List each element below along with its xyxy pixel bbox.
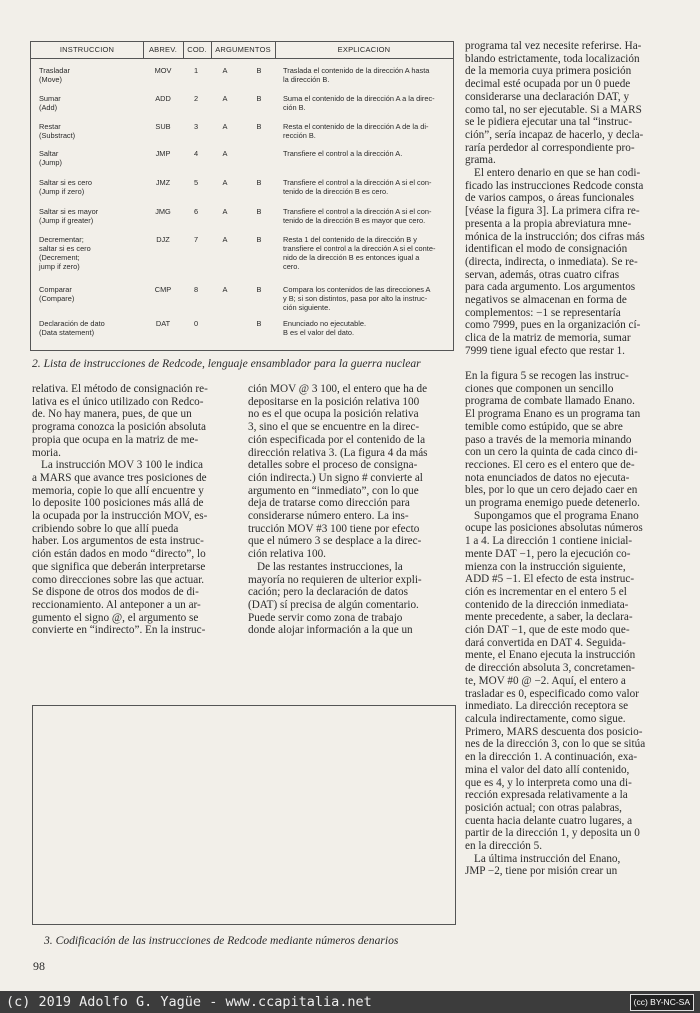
text-line: recciones. El cero es el entero que de- bbox=[465, 458, 635, 471]
arg-b-cell: B bbox=[256, 94, 262, 103]
text-line: mina el valor del dato allí contenido, bbox=[465, 763, 630, 776]
text-line: dirección relativa 3. (La figura 4 da más bbox=[248, 446, 428, 459]
arg-a-cell: A bbox=[222, 207, 228, 216]
explanation-cell: Compara los contenidos de las direcciones A y B; si son distintos, pasa por alto la instruc- ción siguiente. bbox=[283, 285, 431, 312]
header-argumentos: ARGUMENTOS bbox=[215, 45, 271, 54]
text-line: como direcciones sobre las que actuar. bbox=[32, 573, 205, 586]
text-line: no es el que ocupa la posición relativa bbox=[248, 408, 419, 421]
text-line: la ocupada por la instrucción MOV, es- bbox=[32, 510, 208, 523]
text-line: cación; pero la declaración de datos bbox=[248, 586, 408, 599]
text-line: en la dirección 1. A continuación, exa- bbox=[465, 751, 638, 764]
cod-cell: 7 bbox=[193, 235, 199, 244]
text-line: ción están dados en modo “directo”, lo bbox=[32, 548, 206, 561]
abrev-cell: DJZ bbox=[156, 235, 170, 244]
text-line: ción”, sería incapaz de hacerlo, y decla- bbox=[465, 128, 644, 141]
text-line: ción MOV @ 3 100, el entero que ha de bbox=[248, 383, 428, 395]
text-line: como 7999, pues en la organización cí- bbox=[465, 319, 641, 332]
text-line: como tal, no ser ejecutable. Si a MARS bbox=[465, 103, 642, 116]
text-line: relativa. El método de consignación re- bbox=[32, 383, 208, 395]
text-line: detalles sobre el proceso de consigna- bbox=[248, 459, 418, 472]
instruction-name: Declaración de dato (Data statement) bbox=[39, 319, 105, 337]
middle-column bbox=[248, 383, 453, 637]
text-line: cuenta hacia delante cuatro lugares, a bbox=[465, 814, 633, 827]
text-line: te, MOV #0 @ −2. Aquí, el entero a bbox=[465, 674, 626, 687]
text-line: convierte en “indirecto”. En la instruc- bbox=[32, 624, 206, 637]
cod-cell: 1 bbox=[193, 66, 199, 75]
text-line: Se dispone de otros dos modos de di- bbox=[32, 586, 199, 599]
text-line: De las restantes instrucciones, la bbox=[257, 560, 403, 573]
text-line: en la dirección 5. bbox=[465, 840, 543, 853]
text-line: que significa que deberán interpretarse bbox=[32, 560, 206, 573]
text-line: [véase la figura 3]. La primera cifra re- bbox=[465, 205, 640, 218]
text-line: programa de combate llamado Enano. bbox=[465, 395, 635, 408]
explanation-cell: Transfiere el control a la dirección A. bbox=[283, 149, 403, 158]
abrev-cell: DAT bbox=[155, 319, 171, 328]
abrev-cell: ADD bbox=[155, 94, 171, 103]
right-column-bottom bbox=[465, 370, 670, 878]
text-line: nes de la dirección 3, con lo que se sitúa bbox=[465, 738, 646, 751]
paragraph bbox=[465, 40, 670, 167]
text-line: bles, por lo que un cero dejado caer en bbox=[465, 484, 638, 497]
text-line: ción indirecta.) Un signo # convierte al bbox=[248, 471, 423, 484]
cod-cell: 4 bbox=[193, 149, 199, 158]
abrev-cell: MOV bbox=[154, 66, 172, 75]
text-line: programa tal vez necesite referirse. Ha- bbox=[465, 40, 642, 52]
text-line: grama. bbox=[465, 154, 496, 167]
text-line: cribiendo sobre lo que allí pueda bbox=[32, 522, 179, 535]
text-line: propia que ocupa en la matriz de me- bbox=[32, 433, 199, 446]
text-line: rección expresada relativamente a la bbox=[465, 789, 628, 802]
explanation-cell: Enunciado no ejecutable. B es el valor del dato. bbox=[283, 319, 367, 337]
text-line: argumento en “inmediato”, con lo que bbox=[248, 484, 419, 497]
text-line: mayoría no requieren de ulterior expli- bbox=[248, 573, 422, 586]
text-line: de. No hay manera, pues, de que un bbox=[32, 408, 192, 421]
arg-b-cell: B bbox=[256, 319, 262, 328]
instruction-name: Saltar (Jump) bbox=[39, 149, 62, 167]
text-line: identifican el modo de consignación bbox=[465, 243, 628, 256]
header-explicacion: EXPLICACION bbox=[337, 45, 391, 54]
text-line: contenido de la dirección inmediata- bbox=[465, 598, 629, 611]
right-column-top bbox=[465, 40, 670, 358]
text-line: trucción MOV #3 100 tiene por efecto bbox=[248, 522, 420, 535]
text-line: mente, el Enano ejecuta la instrucción bbox=[465, 649, 636, 662]
arg-a-cell: A bbox=[222, 235, 228, 244]
abrev-cell: SUB bbox=[155, 122, 171, 131]
abrev-cell: CMP bbox=[154, 285, 172, 294]
arg-a-cell: A bbox=[222, 66, 228, 75]
text-line: La última instrucción del Enano, bbox=[474, 852, 621, 865]
paragraph bbox=[248, 561, 453, 637]
paragraph bbox=[465, 853, 670, 878]
text-line: memoria, copie lo que allí encuentre y bbox=[32, 484, 204, 497]
arg-b-cell: B bbox=[256, 178, 262, 187]
cod-cell: 2 bbox=[193, 94, 199, 103]
arg-a-cell: A bbox=[222, 122, 228, 131]
text-line: reccionamiento. Al anteponer a un ar- bbox=[32, 598, 201, 611]
text-line: inmediato. La dirección receptora se bbox=[465, 700, 629, 713]
text-line: se le pidiera ejecutar una tal “instruc- bbox=[465, 116, 633, 129]
text-line: mienza con la instrucción siguiente, bbox=[465, 560, 626, 573]
cod-cell: 6 bbox=[193, 207, 199, 216]
page-number: 98 bbox=[33, 959, 45, 973]
explanation-cell: Transfiere el control a la dirección A si el con- tenido de la dirección B es cero. bbox=[283, 178, 432, 196]
text-line: considerarse número entero. La ins- bbox=[248, 510, 409, 523]
arg-a-cell: A bbox=[222, 149, 228, 158]
text-line: Primero, MARS descuenta dos posicio- bbox=[465, 725, 643, 738]
text-line: trasladar es 0, especificado como valor bbox=[465, 687, 639, 700]
instruction-name: Comparar (Compare) bbox=[39, 285, 75, 303]
text-line: paso a través de la memoria minando bbox=[465, 433, 632, 446]
arg-b-cell: B bbox=[256, 235, 262, 244]
text-line: clica de la matriz de memoria, sumar bbox=[465, 332, 631, 345]
abrev-cell: JMG bbox=[155, 207, 171, 216]
arg-b-cell: B bbox=[256, 207, 262, 216]
text-line: deja de tratarse como dirección para bbox=[248, 497, 410, 510]
paragraph bbox=[248, 383, 453, 561]
paragraph bbox=[465, 167, 670, 358]
text-line: JMP −2, tiene por misión crear un bbox=[465, 865, 618, 878]
text-line: ocupe las posiciones absolutas números bbox=[465, 522, 643, 535]
arg-b-cell: B bbox=[256, 66, 262, 75]
explanation-cell: Resta 1 del contenido de la dirección B y transfiere el control a la dirección A si el conte- nido de la dirección B es entonces igual a cero. bbox=[283, 235, 436, 271]
instruction-name: Saltar si es mayor (Jump if greater) bbox=[39, 207, 99, 225]
text-line: que el número 3 se desplace a la direc- bbox=[248, 535, 422, 548]
text-line: mente DAT −1, pero la ejecución co- bbox=[465, 547, 631, 560]
text-line: lativa es el único utilizado con Redco- bbox=[32, 395, 204, 408]
text-line: ción es incrementar en el entero 5 el bbox=[465, 585, 627, 598]
text-line: posición actual; con otras palabras, bbox=[465, 801, 622, 814]
text-line: a MARS que avance tres posiciones de bbox=[32, 471, 207, 484]
figure-2-caption: 2. Lista de instrucciones de Redcode, lenguaje ensamblador para la guerra nuclear bbox=[32, 357, 421, 370]
header-abrev: ABREV. bbox=[148, 45, 178, 54]
text-line: ción DAT −1, que de este modo que- bbox=[465, 624, 630, 637]
abrev-cell: JMZ bbox=[155, 178, 171, 187]
instruction-name: Saltar si es cero (Jump if zero) bbox=[39, 178, 92, 196]
text-line: decimal esté ocupada por un 0 puede bbox=[465, 78, 631, 91]
header-instruccion: INSTRUCCION bbox=[59, 45, 115, 54]
text-line: (DAT) sí precisa de algún comentario. bbox=[248, 598, 419, 611]
text-line: calcula indirectamente, como sigue. bbox=[465, 712, 626, 725]
instruction-name: Decrementar; saltar si es cero (Decrement; jump if zero) bbox=[39, 235, 91, 271]
cod-cell: 5 bbox=[193, 178, 199, 187]
text-line: mente precedente, a saber, la declara- bbox=[465, 611, 633, 624]
instruction-name: Trasladar (Move) bbox=[39, 66, 70, 84]
text-line: raría perdedor al correspondiente pro- bbox=[465, 141, 635, 154]
text-line: de varios campos, o áreas funcionales bbox=[465, 192, 634, 205]
text-line: Puede servir como zona de trabajo bbox=[248, 611, 403, 624]
text-line: ciones que componen un sencillo bbox=[465, 382, 614, 395]
text-line: negativos se almacenan en forma de bbox=[465, 294, 627, 307]
text-line: lo deposite 100 posiciones más allá de bbox=[32, 497, 204, 510]
arg-a-cell: A bbox=[222, 285, 228, 294]
text-line: blando estrictamente, toda localización bbox=[465, 52, 640, 65]
text-line: donde alojar información a la que un bbox=[248, 624, 413, 637]
explanation-cell: Suma el contenido de la dirección A a la direc- ción B. bbox=[283, 94, 435, 112]
cc-license-badge: (cc) BY-NC-SA bbox=[630, 994, 694, 1011]
text-line: complementos: −1 se representaría bbox=[465, 306, 621, 319]
text-line: ción relativa 100. bbox=[248, 548, 326, 561]
table-header bbox=[31, 42, 453, 59]
text-line: programa conozca la posición absoluta bbox=[32, 421, 206, 434]
abrev-cell: JMP bbox=[155, 149, 171, 158]
text-line: El programa Enano es un programa tan bbox=[465, 408, 641, 421]
text-line: ADD #5 −1. El efecto de esta instruc- bbox=[465, 573, 635, 586]
cod-cell: 3 bbox=[193, 122, 199, 131]
paragraph bbox=[32, 383, 237, 459]
encoding-table bbox=[32, 705, 456, 925]
text-line: ficado las instrucciones Redcode consta bbox=[465, 179, 644, 192]
text-line: 7999 tiene igual efecto que restar 1. bbox=[465, 344, 625, 357]
cod-cell: 8 bbox=[193, 285, 199, 294]
text-line: mónica de la instrucción; dos cifras más bbox=[465, 230, 645, 243]
text-line: ción especificada por el contenido de la bbox=[248, 433, 426, 446]
text-line: moria. bbox=[32, 446, 61, 459]
text-line: La instrucción MOV 3 100 le indica bbox=[41, 459, 203, 472]
footer-credit: (c) 2019 Adolfo G. Yagüe - www.ccapitalia.net bbox=[6, 994, 372, 1010]
left-column bbox=[32, 383, 237, 637]
arg-b-cell: B bbox=[256, 285, 262, 294]
explanation-cell: Resta el contenido de la dirección A de la di- rección B. bbox=[283, 122, 429, 140]
text-line: de la memoria cuya primera posición bbox=[465, 65, 632, 78]
text-line: partir de la dirección 1, y deposita un 0 bbox=[465, 827, 640, 840]
text-line: para cada argumento. Los argumentos bbox=[465, 281, 636, 294]
cod-cell: 0 bbox=[193, 319, 199, 328]
text-line: presenta a la propia abreviatura mne- bbox=[465, 217, 632, 230]
arg-a-cell: A bbox=[222, 94, 228, 103]
text-line: que es 4, y lo interpreta como una di- bbox=[465, 776, 632, 789]
text-line: de dirección absoluta 3, concretamen- bbox=[465, 662, 635, 675]
text-line: El entero denario en que se han codi- bbox=[474, 167, 641, 180]
footer-bar bbox=[0, 991, 700, 1013]
arg-a-cell: A bbox=[222, 178, 228, 187]
figure-3-caption: 3. Codificación de las instrucciones de Redcode mediante números denarios bbox=[44, 934, 399, 947]
explanation-cell: Transfiere el control a la dirección A si el con- tenido de la dirección B es mayor que cero. bbox=[283, 207, 432, 225]
text-line: En la figura 5 se recogen las instruc- bbox=[465, 370, 629, 382]
text-line: dará convertida en DAT 4. Seguida- bbox=[465, 636, 626, 649]
text-line: temible como estúpido, que se abre bbox=[465, 420, 623, 433]
paragraph bbox=[465, 510, 670, 853]
paragraph bbox=[32, 459, 237, 637]
text-line: nota enunciados de datos no ejecuta- bbox=[465, 471, 630, 484]
text-line: un programa enemigo puede detenerlo. bbox=[465, 497, 640, 510]
instruction-name: Sumar (Add) bbox=[39, 94, 61, 112]
text-line: considerarse una declaración DAT, y bbox=[465, 90, 630, 103]
arg-b-cell: B bbox=[256, 122, 262, 131]
text-line: 1 a 4. La dirección 1 contiene inicial- bbox=[465, 535, 633, 548]
explanation-cell: Traslada el contenido de la dirección A hasta la dirección B. bbox=[283, 66, 430, 84]
text-line: Supongamos que el programa Enano bbox=[474, 509, 639, 522]
instruction-table bbox=[30, 41, 454, 351]
text-line: depositarse en la posición relativa 100 bbox=[248, 395, 420, 408]
text-line: haber. Los argumentos de esta instruc- bbox=[32, 535, 204, 548]
text-line: gumento el signo @, el argumento se bbox=[32, 611, 199, 624]
text-line: con un cero la quinta de cada cinco di- bbox=[465, 446, 638, 459]
text-line: 3, sino el que se encuentre en la direc- bbox=[248, 421, 420, 434]
header-cod: COD. bbox=[187, 45, 207, 54]
text-line: (directa, indirecta, o inmediata). Se re- bbox=[465, 255, 638, 268]
instruction-name: Restar (Substract) bbox=[39, 122, 76, 140]
paragraph bbox=[465, 370, 670, 510]
text-line: servan, además, otras cuatro cifras bbox=[465, 268, 620, 281]
